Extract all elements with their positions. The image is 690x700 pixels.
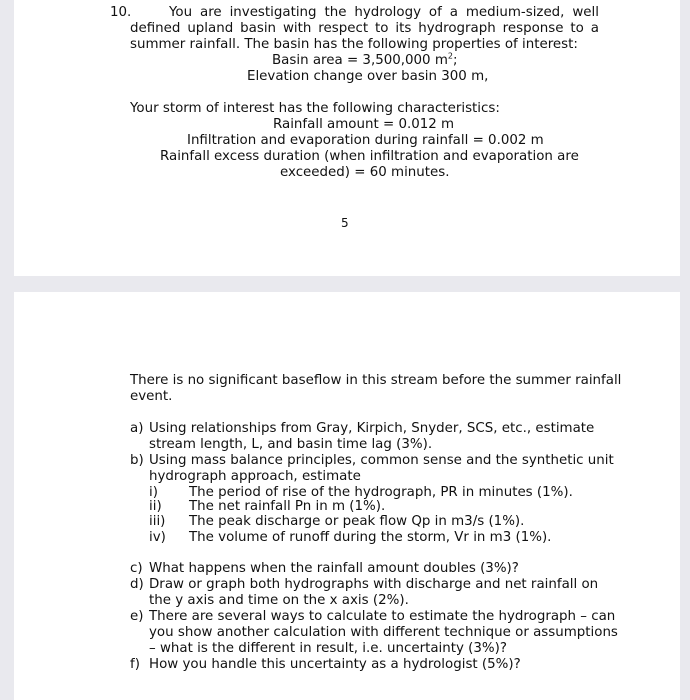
item-b-line-1: Using mass balance principles, common sense and the synthetic unit (149, 453, 614, 468)
intro-line-2: defined upland basin with respect to its hydrograph response to a (130, 21, 599, 36)
item-e-line-2: you show another calculation with different technique or assumptions (149, 625, 618, 640)
sub-item-label: iv) (149, 530, 166, 545)
sub-item-label: i) (149, 485, 158, 500)
sub-item-text: The volume of runoff during the storm, Vr in m3 (1%). (189, 530, 552, 545)
sub-item-label: ii) (149, 499, 162, 514)
item-d-line-1: Draw or graph both hydrographs with discharge and net rainfall on (149, 577, 599, 592)
infiltration-evaporation: Infiltration and evaporation during rainfall = 0.002 m (187, 133, 544, 148)
document-page-1 (14, 0, 680, 276)
item-f-label: f) (130, 657, 140, 672)
item-c-label: c) (130, 561, 143, 576)
sub-item-text: The peak discharge or peak flow Qp in m3/s (1%). (189, 514, 525, 529)
item-e-line-1: There are several ways to calculate to estimate the hydrograph – can (149, 609, 616, 624)
basin-area-suffix: ; (452, 53, 458, 68)
rainfall-amount: Rainfall amount = 0.012 m (273, 117, 455, 132)
basin-area-exponent: 2 (447, 51, 453, 61)
sub-item-text: The period of rise of the hydrograph, PR in minutes (1%). (189, 485, 573, 500)
item-e-line-3: – what is the different in result, i.e. uncertainty (3%)? (149, 641, 507, 656)
item-b-label: b) (130, 453, 144, 468)
item-c-text: What happens when the rainfall amount doubles (3%)? (149, 561, 519, 576)
storm-intro: Your storm of interest has the following characteristics: (130, 101, 500, 116)
item-d-label: d) (130, 577, 144, 592)
sub-item-label: iii) (149, 514, 166, 529)
item-e-label: e) (130, 609, 144, 624)
rainfall-excess-line-1: Rainfall excess duration (when infiltration and evaporation are (160, 149, 579, 164)
item-a-line-2: stream length, L, and basin time lag (3%). (149, 437, 433, 452)
baseflow-line-2: event. (130, 389, 173, 404)
intro-line-3: summer rainfall. The basin has the following properties of interest: (130, 37, 578, 52)
item-d-line-2: the y axis and time on the x axis (2%). (149, 593, 409, 608)
question-number: 10. (110, 5, 132, 20)
intro-line-1: You are investigating the hydrology of a medium-sized, well (169, 5, 599, 20)
elevation-change: Elevation change over basin 300 m, (247, 69, 489, 84)
document-page-2 (14, 292, 680, 700)
baseflow-line-1: There is no significant baseflow in this stream before the summer rainfall (130, 373, 622, 388)
page-number: 5 (341, 216, 349, 230)
basin-area-label: Basin area = 3,500,000 m (272, 53, 448, 68)
basin-area (272, 53, 458, 69)
sub-item-text: The net rainfall Pn in m (1%). (189, 499, 386, 514)
item-b-line-2: hydrograph approach, estimate (149, 469, 361, 484)
item-a-line-1: Using relationships from Gray, Kirpich, Snyder, SCS, etc., estimate (149, 421, 595, 436)
item-f-text: How you handle this uncertainty as a hydrologist (5%)? (149, 657, 521, 672)
item-a-label: a) (130, 421, 144, 436)
rainfall-excess-line-2: exceeded) = 60 minutes. (280, 165, 450, 180)
